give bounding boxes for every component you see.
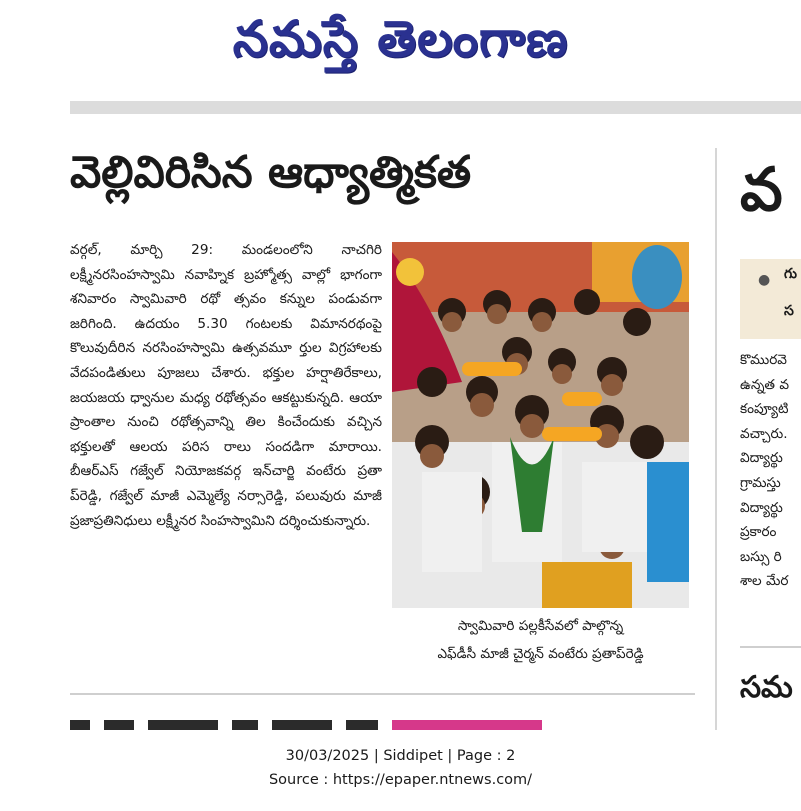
right-column-line: విద్యార్థు bbox=[740, 450, 783, 467]
right-column-line: శాల మేర bbox=[740, 573, 789, 590]
masthead bbox=[0, 0, 801, 90]
top-rule bbox=[70, 101, 801, 114]
bullet-icon: ● bbox=[758, 272, 771, 288]
photo-caption bbox=[392, 612, 689, 668]
right-column-body bbox=[740, 348, 789, 594]
right-column-line: వచ్చారు. bbox=[740, 425, 788, 442]
right-column-box-text-2: స bbox=[784, 303, 794, 319]
right-column-subhead: సమ bbox=[740, 670, 793, 705]
right-column-box-text-1: గు bbox=[784, 266, 798, 282]
right-column-line: బస్సు రి bbox=[740, 548, 782, 565]
column-divider bbox=[715, 148, 717, 730]
right-column-line: ఉన్నత వ bbox=[740, 376, 789, 393]
caption-line-1: స్వామివారి పల్లకీసేవలో పాల్గొన్న bbox=[457, 618, 624, 634]
right-column-line: కొమురవె bbox=[740, 352, 787, 368]
article-headline: వెల్లివిరిసిన ఆధ్యాత్మికత bbox=[70, 147, 472, 198]
next-article-headline-fragment bbox=[70, 720, 695, 730]
caption-line-2: ఎఫ్‌డీసీ మాజీ చైర్మన్ వంటేరు ప్రతాప్‌రెడ్డి bbox=[437, 646, 644, 662]
newspaper-logo: నమస్తే తెలంగాణ bbox=[232, 9, 569, 68]
bottom-rule bbox=[70, 693, 695, 695]
page-footer bbox=[0, 744, 801, 792]
right-column-line: ప్రకారం bbox=[740, 524, 777, 541]
right-column-rule bbox=[740, 646, 801, 648]
right-column-line: గ్రామస్తు bbox=[740, 474, 781, 491]
right-column-line: కంప్యూటి bbox=[740, 401, 789, 418]
article-photo bbox=[392, 242, 689, 608]
footer-source-line: Source : https://epaper.ntnews.com/ bbox=[268, 772, 533, 788]
right-column-line: విద్యార్థు bbox=[740, 499, 783, 516]
article-body: వర్గల్, మార్చి 29: మండలంలోని నాచగిరి లక్ష్మీనరసింహస్వామి నవాహ్నిక బ్రహ్మోత్స వాల్లో భాగంగా శనివారం స్వామివారి రథో త్సవం కన్నుల పండువగా జరిగింది. ఉదయం 5.30 గంటలకు విమానరథంపై కొలువుదీరిన నరసింహస్వామి ఉత్సవమూ ర్తుల విగ్రహాలకు వేదపండితులు పూజలు చేశారు. భక్తుల హర్షాతిరేకాలు, జయజయ ధ్వానుల మధ్య రథోత్సవం ఆకట్టుకున్నది. ఆయా ప్రాంతాల నుంచి రథోత్సవాన్ని తిల కించేందుకు వచ్చిన భక్తులతో ఆలయ పరిస రాలు సందడిగా మారాయి. బీఆర్ఎస్ గజ్వేల్ నియోజకవర్గ ఇన్‌చార్జి వంటేరు ప్రతా ప్‌రెడ్డి, గజ్వేల్ మాజీ ఎమ్మెల్యే నర్సారెడ్డి, పలువురు మాజీ ప్రజాప్రతినిధులు లక్ష్మీనర సింహస్వామిని దర్శించుకున్నారు. bbox=[70, 242, 382, 529]
right-column-headline: వ bbox=[740, 155, 783, 225]
footer-date-line: 30/03/2025 | Siddipet | Page : 2 bbox=[285, 748, 516, 764]
